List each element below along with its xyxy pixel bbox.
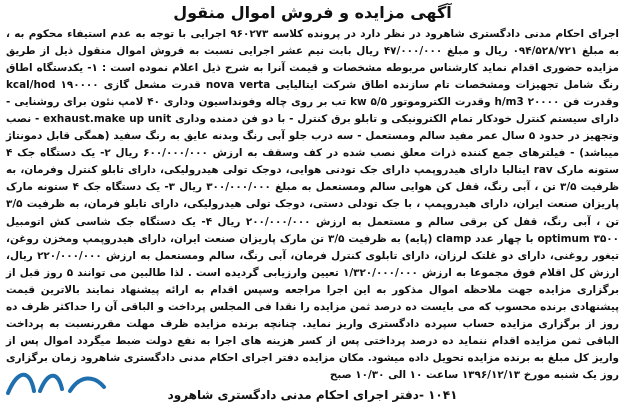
notice-body [6, 26, 619, 384]
notice-paragraph: اجرای احکام مدنی دادگستری شاهرود در نظر دارد در پرونده کلاسه ۹۶۰۲۷۳ اجرایی با توجه به عدم استیفاء محکوم به ، به مبلغ ۰۹۴/۵۲۸/۷۲۱ ریال و مبلغ ۴۷/۰۰۰/۰۰۰ ریال بابت نیم عشر اجرایی نسبت به فروش اموال منقول ذیل از طریق مزایده حضوری اقدام نماید کارشناس مربوطه مشخصات و قیمت آنرا به شرح ذیل اعلام نموده است : ۱- یکدستگاه اطاق رنگ شامل تجهیزات ومشخصات تام سازنده اطاق شرکت ایتالیایی nova verta قدرت مشعل گازی ۱۹۰۰۰۰ kcal/hod وقدرت فن ۲۰۰۰۰ h/m3 وقدرت الکتروموتور ۵/۵ kw تب بر روی چاله وفونداسیون وداری ۴۰ لامپ نئون برای روشنایی - دارای سیستم کنترل خودکار تمام الکترونیکی و تابلو برق کنترل - با دو فن دمنده وداری exhaust.make up unit - نصب وتجهیز در حدود ۵ سال عمر مفید سالم ومستعمل - سه درب جلو آبی رنگ وبدنه عایق به رنگ سفید (همگی قابل دمونتاژ میباشد) - فیلترهای جمع کننده ذرات معلق نصب شده در کف وسقف به ارزش ۶۰۰/۰۰۰/۰۰۰ ریال ۲- یک دستگاه جک ۴ ستونه مارک rav ایتالیا دارای هیدروپمپ دارای جک تودنی هوایی، دوجک تولی هیدرولیکی، دارای تابلو کنترل وفرمان، به ظرفیت ۳/۵ تن ، آبی رنگ، قفل کن هوایی سالم ومستعمل به مبلغ ۳۰۰/۰۰۰/۰۰۰ ریال ۳- یک دستگاه جک ۴ ستونه مارک پاریزان صنعت ایران، دارای هیدروپمپ ، با جک تودلی دستی، دوجک تولی هیدرولیکی، دارای تابلو فرمان، به ظرفیت ۳/۵ تن ، آبی رنگ، قفل کن برقی سالم و مستعمل به ارزش ۲۰۰/۰۰۰/۰۰۰ ریال ۴- یک دستگاه جک شاسی کش اتومبیل optimum ۳۵۰۰ با چهار عدد clamp (پایه) به ظرفیت ۳/۵ تن مارک پاریزان صنعت ایران، دارای هیدروپمپ ومخزن روغن، تیغور روغنی، دارای دو غلتک لرزان، دارای تابلوی کنترل فرمان، آبی رنگ، سالم ومستعمل به ارزش ۲۲۰/۰۰۰/۰۰۰ ریال، ارزش کل اقلام فوق مجموعا به ارزش ۱/۳۲۰/۰۰۰/۰۰۰ تعیین وارزیابی گردیده است . لذا طالبین می توانند ۵ روز قبل از برگزاری مزایده جهت ملاحظه اموال مذکور به این اجرا مراجعه وسپس اقدام به ارائه پیشنهاد نمایند بالاترین قیمت پیشنهادی برنده محسوب که می بایست ده درصد ثمن مزایده را نقدا فی المجلس پرداخت و الباقی آن را حداکثر ظرف ده روز از برگزاری مزایده حساب سپرده دادگستری واریز نماید. چنانچه برنده مزایده ظرف مهلت مقررنسبت به پرداخت الباقی ثمن مزایده اقدام ننماید ده درصد پرداختی پس از کسر هزینه های اجرا به نفع دولت ضبط میگردد اموال پس از واریز کل مبلغ به برنده مزایده تحویل داده میشود. مکان مزایده دفتر اجرای احکام مدنی دادگستری شاهرود زمان برگزاری روز یک شنبه مورخ ۱۳۹۶/۱۲/۱۳ ساعت ۱۰ الی ۱۰/۳۰ صبح [6, 28, 620, 381]
notice-title: آگهی مزایده و فروش اموال منقول [173, 3, 452, 22]
notice-footer: ۱۰۴۱ -دفتر اجرای احکام مدنی دادگستری شاهرود [167, 387, 458, 402]
handwritten-mark-icon [0, 361, 110, 401]
